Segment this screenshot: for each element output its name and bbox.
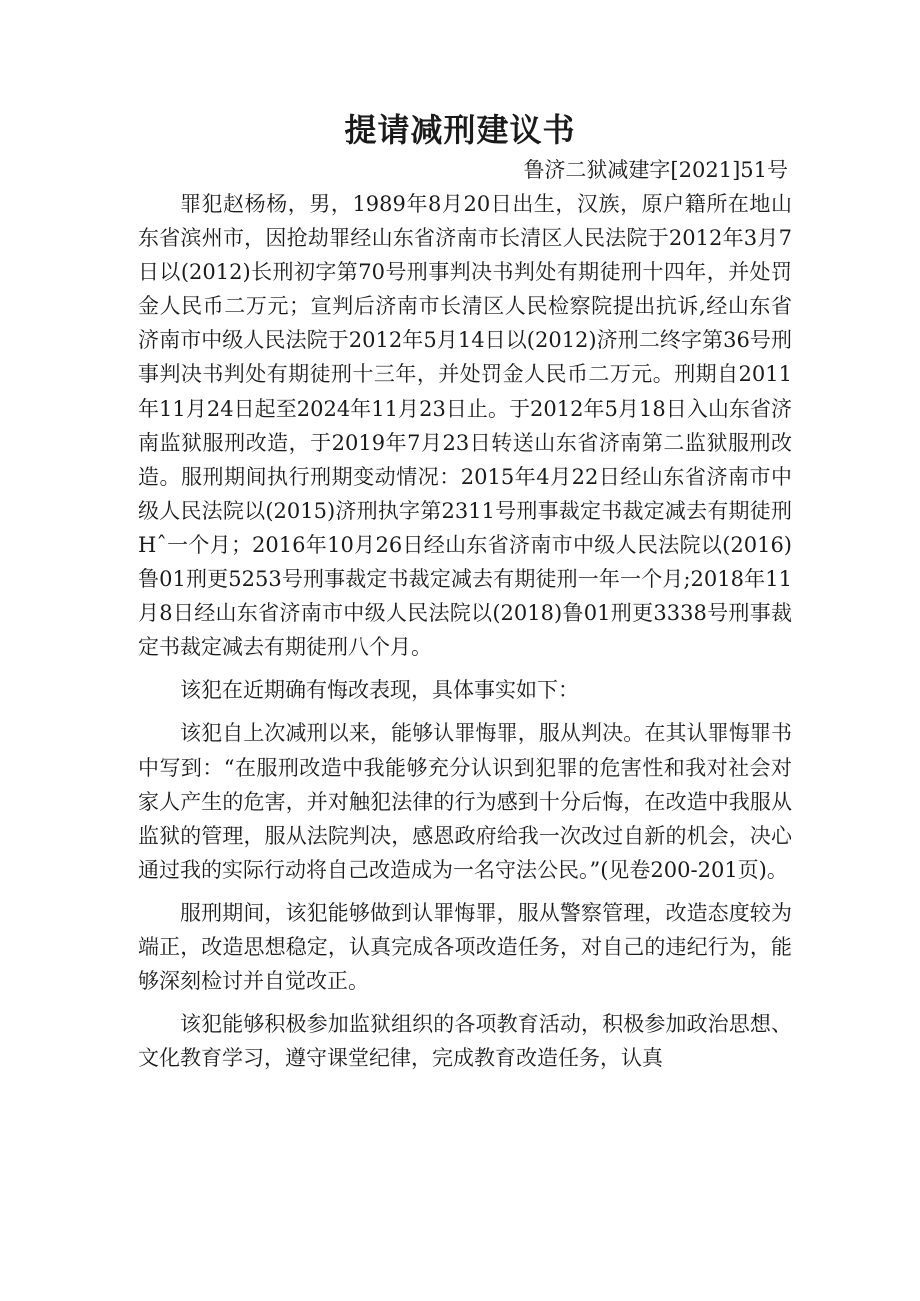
paragraph-intro: 该犯在近期确有悔改表现，具体事实如下：: [180, 678, 579, 703]
paragraph-conduct: 服刑期间，该犯能够做到认罪悔罪，服从警察管理，改造态度较为端正，改造思想稳定，认真完成各项改造任务，对自己的违纪行为，能够深刻检讨并自觉改正。: [138, 900, 792, 994]
document-number: 鲁济二狱减建字[2021]51号: [523, 158, 788, 182]
document-body: [138, 187, 792, 1075]
paragraph-criminal-record: 罪犯赵杨杨，男，1989年8月20日出生，汉族，原户籍所在地山东省滨州市，因抢劫罪经山东省济南市长清区人民法院于2012年3月7日以(2012)长刑初字第70号刑事判决书判处有期徒刑十四年，并处罚金人民币二万元；宣判后济南市长清区人民检察院提出抗诉,经山东省济南市中级人民法院于2012年5月14日以(2012)济刑二终字第36号刑事判决书判处有期徒刑十三年，并处罚金人民币二万元。刑期自2011年11月24日起至2024年11月23日止。于2012年5月18日入山东省济南监狱服刑改造，于2019年7月23日转送山东省济南第二监狱服刑改造。服刑期间执行刑期变动情况：2015年4月22日经山东省济南市中级人民法院以(2015)济刑执字第2311号刑事裁定书裁定减去有期徒刑Hˆ一个月；2016年10月26日经山东省济南市中级人民法院以(2016)鲁01刑更5253号刑事裁定书裁定减去有期徒刑一年一个月;2018年11月8日经山东省济南市中级人民法院以(2018)鲁01刑更3338号刑事裁定书裁定减去有期徒刑八个月。: [138, 192, 792, 660]
document-title: 提请减刑建议书: [344, 111, 576, 149]
paragraph-education: 该犯能够积极参加监狱组织的各项教育活动，积极参加政治思想、文化教育学习，遵守课堂纪律，完成教育改造任务，认真: [138, 1012, 792, 1071]
paragraph-remorse: 该犯自上次减刑以来，能够认罪悔罪，服从判决。在其认罪悔罪书中写到：“在服刑改造中我能够充分认识到犯罪的危害性和我对社会对家人产生的危害，并对触犯法律的行为感到十分后悔，在改造中我服从监狱的管理，服从法院判决，感恩政府给我一次改过自新的机会，决心通过我的实际行动将自己改造成为一名守法公民。”(见卷200-201页)。: [138, 721, 792, 882]
